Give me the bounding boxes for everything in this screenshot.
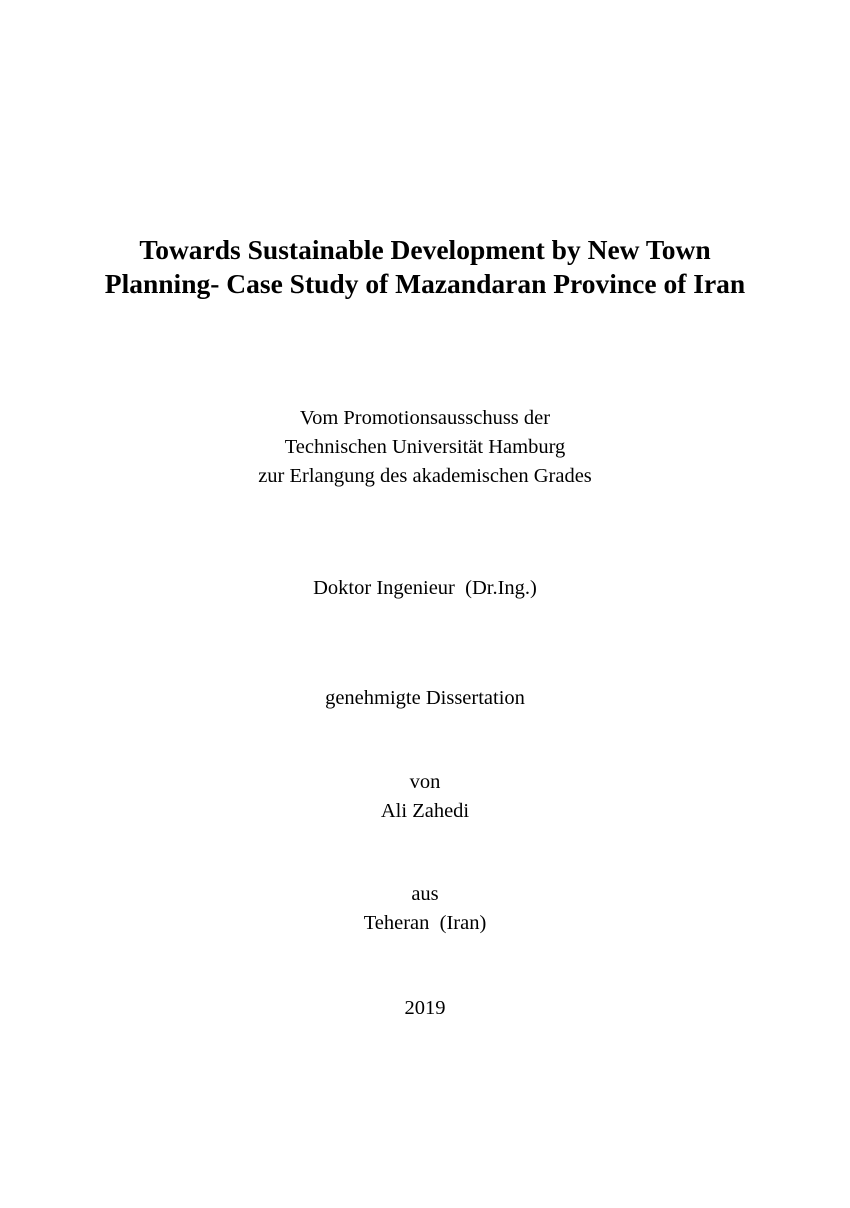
committee-line-1: Vom Promotionsausschuss der	[299, 407, 551, 429]
committee-line-3: zur Erlangung des akademischen Grades	[258, 465, 592, 487]
title-line-2: Planning- Case Study of Mazandaran Province of Iran	[104, 268, 746, 299]
dissertation-label-text: genehmigte Dissertation	[325, 687, 525, 709]
dissertation-label	[0, 684, 850, 713]
committee-line-2: Technischen Universität Hamburg	[284, 436, 566, 458]
origin-prefix: aus	[411, 883, 439, 905]
origin-place: Teheran (Iran)	[363, 912, 487, 934]
degree-text: Doktor Ingenieur (Dr.Ing.)	[313, 577, 537, 599]
author-block	[0, 768, 850, 826]
author-prefix: von	[409, 771, 441, 793]
publication-year	[0, 994, 850, 1023]
year-text: 2019	[404, 997, 446, 1019]
author-name: Ali Zahedi	[380, 800, 470, 822]
degree-title	[0, 574, 850, 603]
origin-block	[0, 880, 850, 938]
title-line-1: Towards Sustainable Development by New Town	[139, 234, 711, 265]
dissertation-title	[0, 233, 850, 301]
committee-statement	[0, 404, 850, 491]
